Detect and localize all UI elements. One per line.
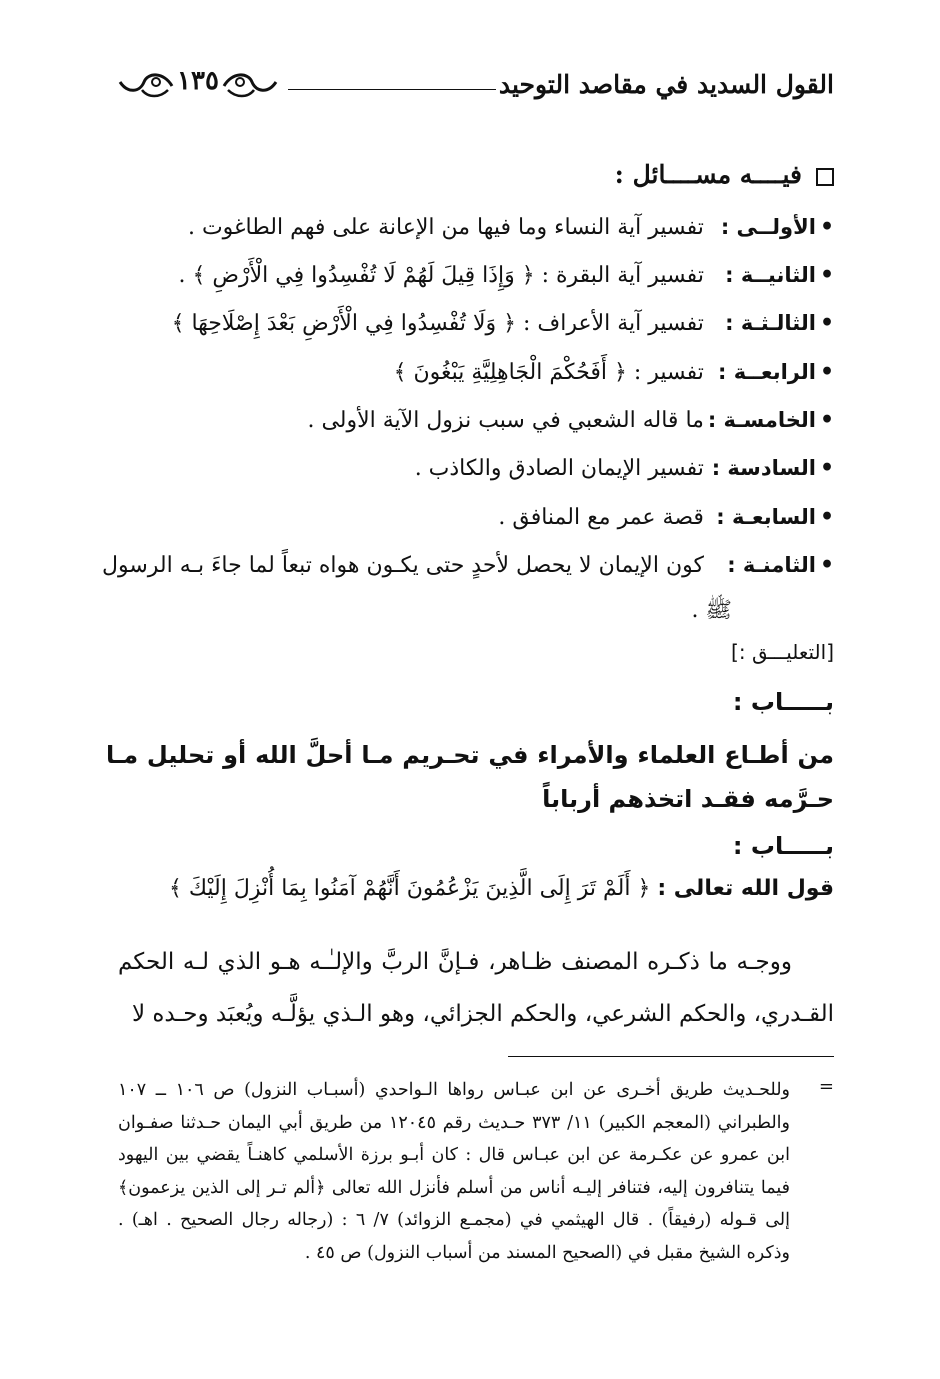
issue-text: تفسير آية النساء وما فيها من الإعانة على فهم الطاغوت . [187,215,704,240]
footnote-text: وللحـديث طريق أخـرى عن ابن عبـاس رواها الـواحدي (أسبـاب النزول) ص ١٠٦ ــ ١٠٧ والطبراني (المعجم الكبير) ١١/ ٣٧٣ حـديث رقم ١٢٠٤٥ من طريق أبي اليمان حـدثنا صفـوان ابن عمرو عن عكـرمة عن ابن عبـاس قال : كان أبـو برزة الأسلمي كاهنـاً يقضي بين اليهود فيما يتنافرون إليه، فتنافر إليـه أناس من أسلم فأنزل الله تعالى ﴿ألم تـر إلى الذين يزعمون﴾ إلى قـوله (رفيقاً) . قال الهيثمي في (مجمـع الزوائد) ٧/ ٦ : (رجاله رجال الصحيح . اهـ) . وذكره الشيخ مقبل في (الصحيح المسند من أسباب النزول) ص ٤٥ . [118,1080,790,1263]
bullet-icon: • [819,455,834,481]
issue-text: تفسير آية البقرة : ﴿ وَإِذَا قِيلَ لَهُمْ لَا تُفْسِدُوا فِي الْأَرْضِ ﴾ . [178,263,704,288]
issue-label: السابعـة : [716,505,816,529]
issue-label: الخامسـة : [707,408,816,432]
issue-item [114,357,834,388]
issue-text: تفسير الإيمان الصادق والكاذب . [414,456,704,481]
body-paragraph: ووجـه ما ذكـره المصنف ظـاهر، فـإنَّ الربَّ والإلـٰـه هـو الذي لـه الحكم القـدري، والحكم الشرعي، والحكم الجزائي، وهو الـذي يؤلَّـه ويُعبَد وحـده لا [118,949,834,1027]
right-flourish-icon [222,68,278,102]
issue-item [114,453,834,484]
footnote-rule [508,1056,834,1057]
commentary-label: [التعليـــق :] [731,640,834,664]
chapter-heading: بـــــاب : [732,688,834,716]
bullet-icon: • [819,407,834,433]
book-title: القول السديد في مقاصد التوحيد [498,70,834,99]
left-flourish-icon [118,68,174,102]
issue-item [101,550,834,581]
issue-item [114,405,834,436]
page-number-ornament [118,62,278,108]
chapter-title: من أطـاع العلماء والأمراء في تحـريم مـا أحلَّ الله أو تحليل مـا حـرَّمه فقـد اتخذهم أرباباً [106,741,834,813]
bullet-icon: • [819,262,834,288]
bullet-icon: • [819,214,834,240]
verse-text: ﴿ أَلَمْ تَرَ إِلَى الَّذِينَ يَزْعُمُونَ أَنَّهُمْ آمَنُوا بِمَا أُنْزِلَ إِلَيْكَ ﴾ [168,876,651,901]
bullet-icon: • [819,310,834,336]
issue-label: السادسة : [711,456,816,480]
issue-label: الثامنـة : [727,553,816,577]
square-bullet-icon [816,168,834,186]
issue-item [114,260,834,291]
bullet-icon: • [819,359,834,385]
footnote-mark: = [818,1076,834,1097]
issue-item [114,212,834,243]
issue-text: ما قاله الشعبي في سبب نزول الآية الأولى . [307,408,704,433]
issue-item [114,502,834,533]
verse-label: قول الله تعالى : [657,876,834,901]
issues-heading [114,160,834,189]
page-number: ١٣٥ [177,66,219,96]
issue-item [114,308,834,339]
issues-heading-text: فيــــه مســــائل : [614,160,802,189]
issue-text: تفسير آية الأعراف : ﴿ وَلَا تُفْسِدُوا فِي الْأَرْضِ بَعْدَ إِصْلَاحِهَا ﴾ [171,311,704,336]
issue-label: الثانيــة : [725,263,816,287]
header-rule [288,89,496,90]
issue-text: كون الإيمان لا يحصل لأحدٍ حتى يكـون هواه تبعاً لما جاءَ بـه الرسول [101,553,704,578]
issue-label: الثالـثـة : [725,311,816,335]
issue-label: الرابعــة : [718,360,816,384]
verse-line [169,876,834,901]
bullet-icon: • [819,552,834,578]
issue-text: تفسير : ﴿ أَفَحُكْمَ الْجَاهِلِيَّةِ يَبْغُونَ ﴾ [393,360,704,385]
issue-continuation: ﷺ . [691,598,732,623]
section-heading: بـــــاب : [732,832,834,860]
issue-label: الأولــى : [720,215,816,239]
issue-text: قصة عمر مع المنافق . [498,505,704,530]
running-header [118,62,834,112]
bullet-icon: • [819,504,834,530]
